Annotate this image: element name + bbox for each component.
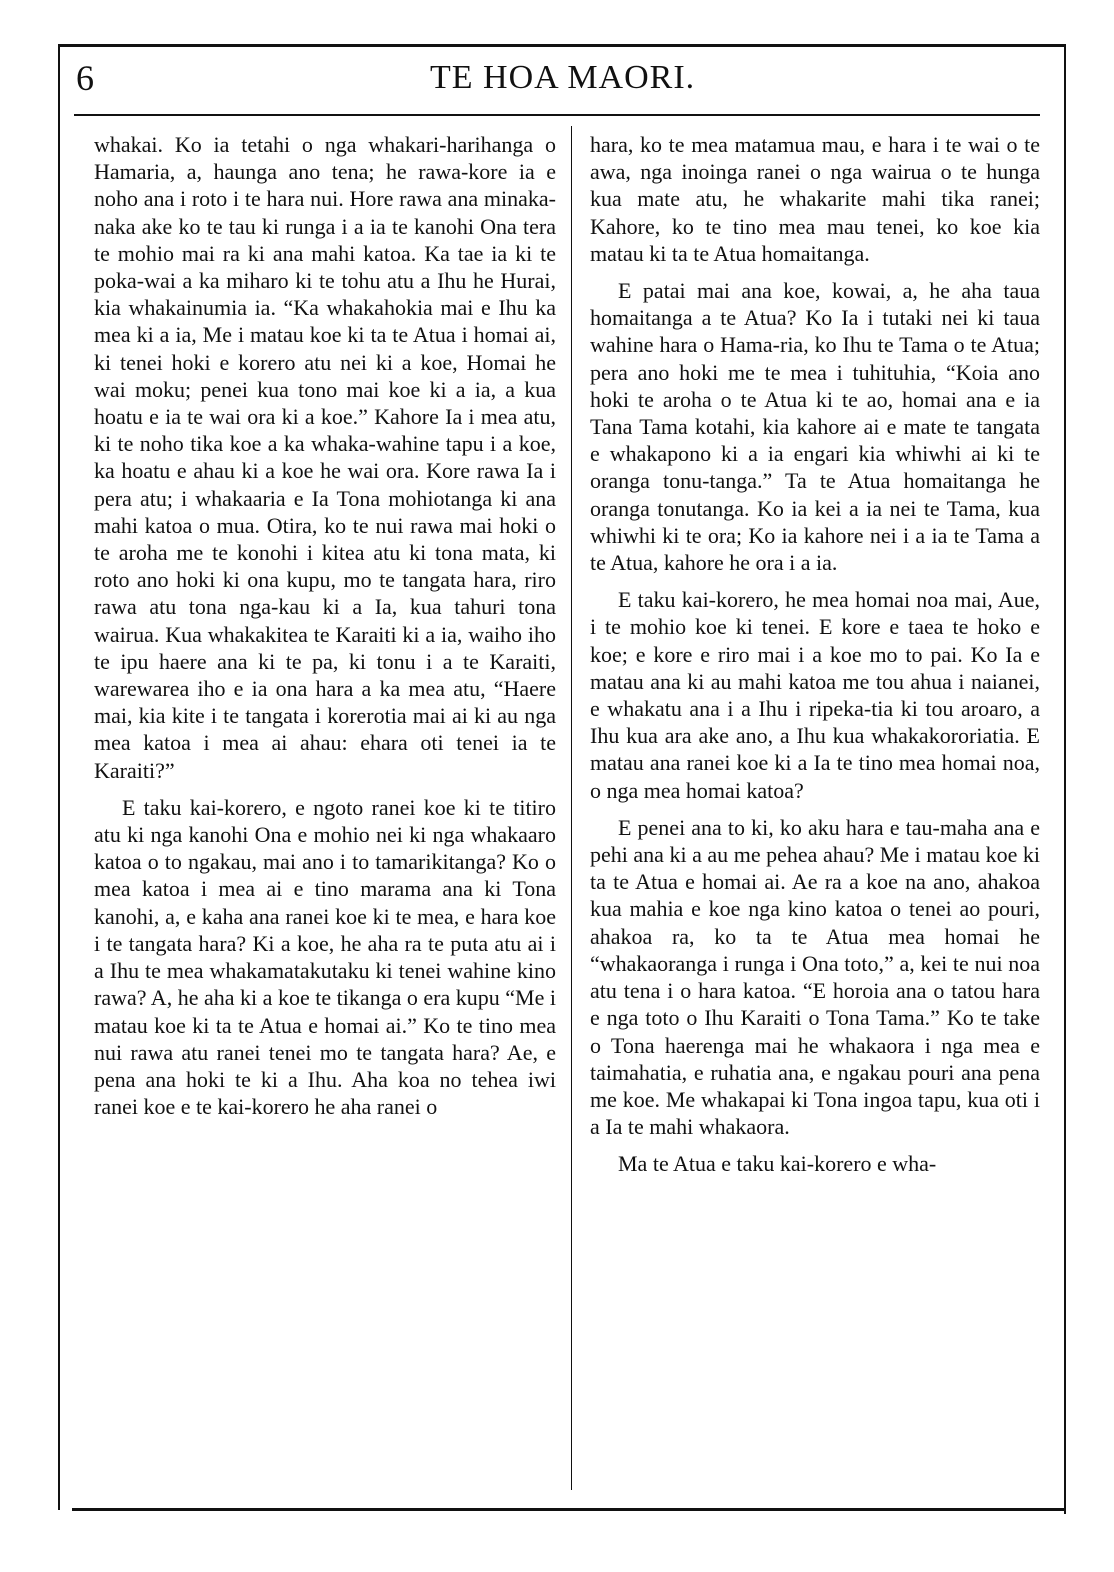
right-border-rule: [1064, 44, 1066, 1514]
header-underline-rule: [74, 114, 1040, 116]
top-border-rule: [58, 44, 1066, 47]
bottom-border-rule: [72, 1508, 1066, 1511]
page-title: TE HOA MAORI.: [430, 59, 696, 96]
page-number: 6: [76, 58, 94, 98]
right-paragraph-4: E penei ana to ki, ko aku hara e tau-maha ana e pehi ana ki a au me pehea ahau? Me i matau koe ki ta te Atua e homai ai. Ae ra a koe na ano, ahakoa kua mahia e koe nga kino katoa o tenei ao pouri, ahakoa ra, ko ta te Atua mea homai he “whakaoranga i runga i Ona toto,” a, kei te nui noa atu tena i o hara katoa. “E horoia ana o tatou hara e nga toto o Ihu Karaiti o Tona Tama.” Ko te take o Tona haerenga mai he whakaora i nga mea e taimahatia, e ruhatia ana, e ngakau pouri ana pena me koe. Me whakapai ki Tona ingoa tapu, kua oti i a Ia te mahi whakaora.: [590, 814, 1040, 1140]
right-column: [590, 131, 1040, 1178]
left-border-rule: [58, 44, 60, 1510]
right-paragraph-5: Ma te Atua e taku kai-korero e wha-: [618, 1151, 937, 1177]
right-paragraph-3: E taku kai-korero, he mea homai noa mai, Aue, i te mohio koe ki tenei. E kore e taea te hoko e koe; e kore e riro mai i a koe mo to pai. Ko Ia e matau ana ki au mahi katoa me tou ahua i naianei, e whakatu ana i a Ihu i ripeka-tia ki tou aroaro, a Ihu kua ara ake ano, a Ihu kua whakakororiatia. E matau ana ranei koe ki a Ia te tino mea homai noa, o nga mea homai katoa?: [590, 587, 1040, 803]
left-column: [94, 131, 556, 1120]
left-paragraph-1: whakai. Ko ia tetahi o nga whakari-harihanga o Hamaria, a, haunga ano tena; he rawa-kore ia e noho ana i roto i te hara nui. Hore rawa ana minaka-naka ake ko te tau ki runga i a ia te kanohi Ona tera te mohio mai ra ki ana mahi katoa. Ka tae ia ki te poka-wai a ka miharo ki te tohu atu a Ihu he Hurai, kia whakainumia ia. “Ka whakahokia mai e Ihu ka mea ki a ia, Me i matau koe ki ta te Atua i homai ai, ki tenei hoki e korero atu nei ki a koe, Homai he wai moku; penei kua tono mai koe ki a ia, a kua hoatu e ia te wai ora ki a koe.” Kahore Ia i mea atu, ki te noho tika koe a ka whaka-wahine tapu i a koe, ka hoatu e ahau ki a koe he wai ora. Kore rawa Ia i pera atu; i whakaaria e Ia Tona mohiotanga ki ana mahi katoa o mua. Otira, ko te nui rawa mai hoki o te aroha me te konohi i kitea atu ki tona mata, ki roto ano hoki ki ona kupu, mo te tangata hara, riro rawa atu tona nga-kau ki a Ia, kua tahuri tona wairua. Kua whakakitea te Karaiti ki a ia, waiho iho te ipu haere ana ki te pa, ki tonu i a te Karaiti, warewarea iho e ia ona hara a ka mea atu, “Haere mai, kia kite i te tangata i korerotia mai ai ki au nga mea katoa i mea ai ahau: ehara oti tenei ia te Karaiti?”: [94, 132, 556, 783]
right-paragraph-2: E patai mai ana koe, kowai, a, he aha taua homaitanga a te Atua? Ko Ia i tutaki nei ki taua wahine hara o Hama-ria, ko Ihu te Tama o te Atua; pera ano hoki me te mea i tuhituhia, “Koia ano hoki te aroha o te Atua ki te ao, homai ana e ia Tana Tama kotahi, kia kahore ai e mate te tangata e whakapono ki a ia engari kia whiwhi ai ki te oranga tonu-tanga.” Ta te Atua homaitanga he oranga tonutanga. Ko ia kei a ia nei te Tama, kua whiwhi ki te ora; Ko ia kahore nei i a ia te Tama a te Atua, kahore he ora i a ia.: [590, 278, 1040, 576]
left-paragraph-2: E taku kai-korero, e ngoto ranei koe ki te titiro atu ki nga kanohi Ona e mohio nei ki nga whakaaro katoa o to ngakau, mai ano i to tamarikitanga? Ko o mea katoa i mea ai e tino marama ana ki Tona kanohi, a, e kaha ana ranei koe ki te mea, e hara koe i te tangata hara? Ki a koe, he aha ra te puta atu ai i a Ihu te mea whakamatakutaku ki tenei wahine kino rawa? A, he aha ki a koe te tikanga o era kupu “Me i matau koe ki ta te Atua e homai ai.” Ko te tino mea nui rawa atu ranei tenei mo te tangata hara? Ae, e pena ana hoki te ki a Ihu. Aha koa no tehea iwi ranei koe e te kai-korero he aha ranei o: [94, 794, 556, 1120]
right-paragraph-1: hara, ko te mea matamua mau, e hara i te wai o te awa, nga inoinga ranei o nga wairua o te hunga kua mate atu, he whakarite mahi tika ranei; Kahore, ko te tino mea mau tenei, ko koe kia matau ki ta te Atua homaitanga.: [590, 132, 1040, 266]
column-divider-rule: [571, 126, 572, 1490]
